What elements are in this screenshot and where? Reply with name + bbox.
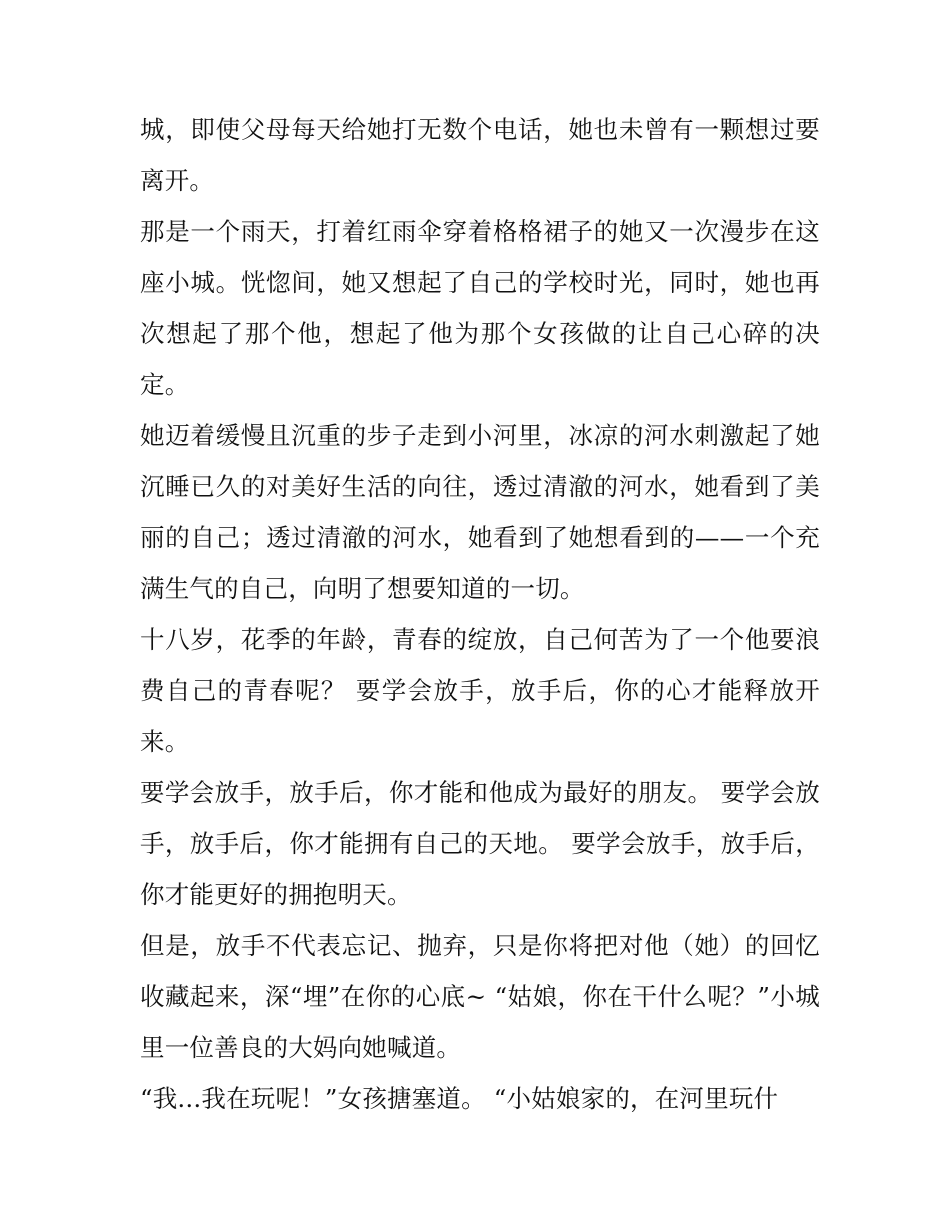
paragraph-4: 十八岁，花季的年龄，青春的绽放，自己何苦为了一个他要浪费自己的青春呢？ 要学会放手，放手后，你的心才能释放开来。 [140, 625, 820, 756]
paragraph-1: 城，即使父母每天给她打无数个电话，她也未曾有一颗想过要离开。 [140, 115, 820, 195]
paragraph-7: “我...我在玩呢！”女孩搪塞道。 “小姑娘家的，在河里玩什 [140, 1084, 779, 1113]
paragraph-6: 但是，放手不代表忘记、抛弃，只是你将把对他（她）的回忆收藏起来，深“埋”在你的心底~ “姑娘，你在干什么呢？”小城里一位善良的大妈向她喊道。 [140, 931, 820, 1062]
paragraph-3: 她迈着缓慢且沉重的步子走到小河里，冰凉的河水刺激起了她沉睡已久的对美好生活的向往，透过清澈的河水，她看到了美丽的自己；透过清澈的河水，她看到了她想看到的——一个充满生气的自己，向明了想要知道的一切。 [140, 421, 820, 603]
paragraph-2: 那是一个雨天，打着红雨伞穿着格格裙子的她又一次漫步在这座小城。恍惚间，她又想起了自己的学校时光，同时，她也再次想起了那个他，想起了他为那个女孩做的让自己心碎的决定。 [140, 217, 820, 399]
body-text [140, 104, 820, 1124]
paragraph-5: 要学会放手，放手后，你才能和他成为最好的朋友。 要学会放手，放手后，你才能拥有自己的天地。 要学会放手，放手后，你才能更好的拥抱明天。 [140, 778, 820, 909]
